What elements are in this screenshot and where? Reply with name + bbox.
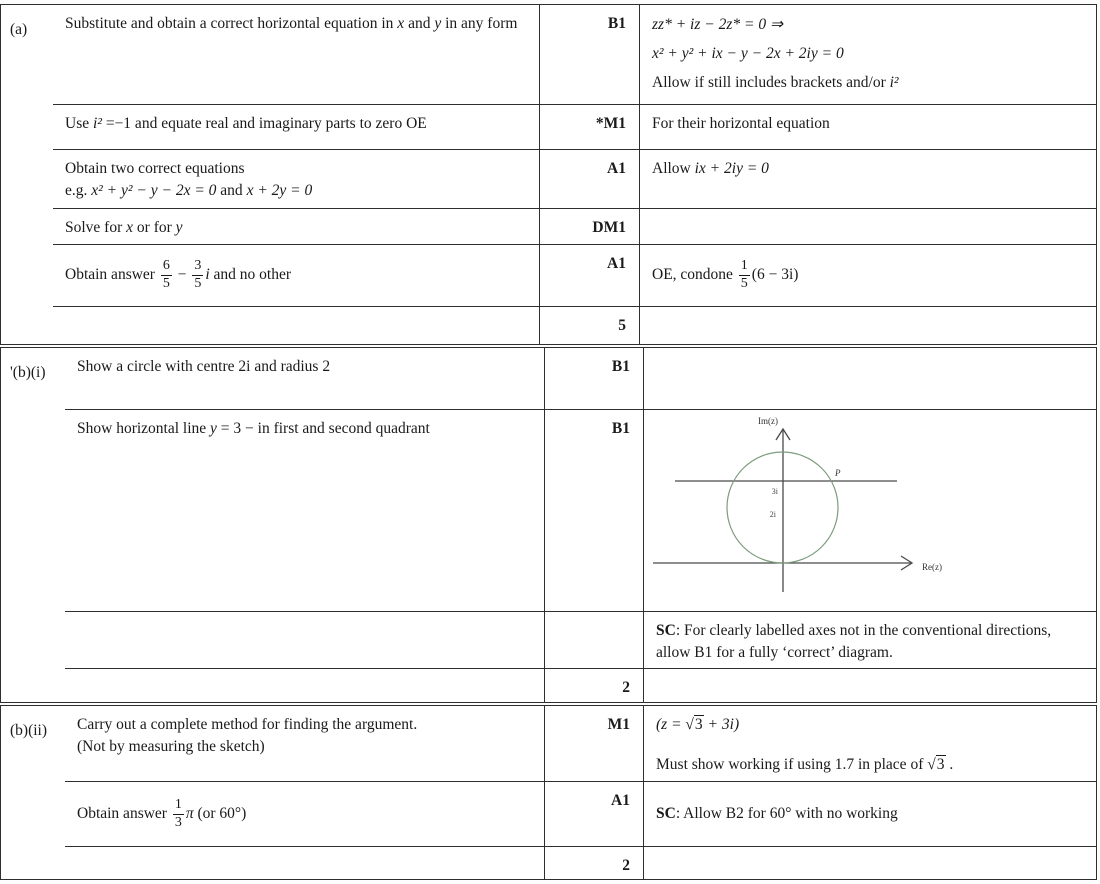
math-text: y — [175, 219, 183, 236]
mark-scheme-section — [0, 705, 1097, 880]
math-text: (z = — [656, 716, 686, 733]
cell-text: Allow ix + 2iy = 0 — [652, 160, 769, 177]
comment-cell — [643, 611, 1096, 668]
description-cell — [65, 668, 544, 702]
fraction-numerator: 3 — [192, 259, 203, 276]
cell-text: Carry out a complete method for finding the argument. (Not by measuring the sketch) — [77, 716, 418, 756]
fraction-denominator: 5 — [162, 276, 170, 291]
mark-cell — [544, 611, 643, 668]
comment-cell — [639, 306, 1096, 344]
mark-cell: A1 — [539, 149, 639, 208]
radicand: 3 — [936, 756, 945, 774]
line-gap — [656, 736, 1086, 754]
math-text: x — [397, 15, 405, 32]
fraction — [161, 259, 172, 291]
radical-sign: √ — [927, 756, 936, 774]
cell-text: Obtain answer $\frac{1}{3}$ π (or 60°) — [77, 796, 247, 830]
mark-cell: 5 — [539, 306, 639, 344]
description-cell — [53, 306, 539, 344]
math-text: y — [210, 420, 217, 437]
radical-sign: √ — [685, 716, 694, 733]
comment-cell — [643, 781, 1096, 846]
cell-text: OE, condone $\frac{1}{5}$ (6 − 3i) — [652, 258, 799, 291]
math-text: i — [205, 266, 210, 284]
description-cell — [65, 409, 544, 611]
comment-cell — [643, 706, 1096, 781]
sqrt-expression — [927, 755, 945, 773]
circle-centre-label: 2i — [769, 510, 776, 519]
math-text: zz* + iz − 2z* = 0 ⇒ — [652, 16, 783, 33]
description-cell — [65, 348, 544, 409]
mark-cell: M1 — [544, 706, 643, 781]
mark-cell: *M1 — [539, 104, 639, 149]
math-text: + 3i) — [703, 716, 740, 733]
description-cell — [53, 104, 539, 149]
bold-text: SC — [656, 804, 676, 822]
math-text: x² + y² − y − 2x = 0 — [91, 182, 217, 200]
fraction-numerator: 6 — [161, 259, 172, 276]
mark-cell: A1 — [539, 244, 639, 306]
math-text: x + 2y = 0 — [246, 182, 313, 200]
math-text: x — [126, 219, 134, 236]
description-cell — [53, 244, 539, 306]
cell-text: Use i² =−1 and equate real and imaginary parts to zero OE — [65, 115, 427, 132]
cell-text: Substitute and obtain a correct horizontal equation in x and y in any form — [65, 15, 518, 32]
math-text: x² + y² + ix − y − 2x + 2iy = 0 — [652, 45, 844, 62]
mark-cell: A1 — [544, 781, 643, 846]
comment-cell — [639, 5, 1096, 104]
description-cell — [65, 706, 544, 781]
im-axis-label: Im(z) — [758, 416, 778, 426]
cell-text: Solve for x or for y — [65, 219, 183, 236]
fraction — [739, 259, 750, 291]
description-cell — [53, 208, 539, 244]
mark-cell: B1 — [539, 5, 639, 104]
cell-text: SC: Allow B2 for 60° with no working — [656, 804, 898, 822]
part-label: '(b)(i) — [10, 364, 46, 381]
description-cell — [53, 149, 539, 208]
cell-text: zz* + iz − 2z* = 0 ⇒ x² + y² + ix − y − 2x + 2iy = 0 Allow if still includes brackets and/or i² — [652, 16, 899, 91]
mark-cell: 2 — [544, 846, 643, 879]
description-cell — [53, 5, 539, 104]
fraction-denominator: 5 — [740, 276, 748, 291]
sqrt-expression — [685, 715, 703, 733]
math-text: i² — [92, 115, 102, 132]
fraction — [192, 259, 203, 291]
argand-diagram — [645, 410, 1095, 608]
cell-text: Obtain answer $\frac{6}{5}$ − $\frac{3}{5}$ i and no other — [65, 258, 292, 291]
comment-cell — [643, 348, 1096, 409]
line-intercept-label: 3i — [771, 487, 778, 496]
description-cell — [65, 781, 544, 846]
description-cell — [65, 846, 544, 879]
point-p-label: P — [835, 468, 841, 478]
comment-cell — [643, 846, 1096, 879]
comment-cell — [639, 208, 1096, 244]
cell-text: SC: For clearly labelled axes not in the conventional directions, allow B1 for a fully ‘correct’ diagram. — [656, 622, 1052, 662]
fraction-denominator: 3 — [174, 814, 182, 830]
comment-cell — [639, 149, 1096, 208]
fraction — [173, 798, 184, 830]
comment-cell — [639, 244, 1096, 306]
math-text: ix + 2iy = 0 — [694, 160, 769, 177]
part-label: (b)(ii) — [10, 722, 48, 739]
comment-cell — [639, 104, 1096, 149]
mark-cell: DM1 — [539, 208, 639, 244]
part-label: (a) — [10, 21, 28, 38]
mark-scheme-section — [0, 4, 1097, 345]
comment-cell — [643, 668, 1096, 702]
cell-text: For their horizontal equation — [652, 115, 830, 132]
bold-text: SC — [656, 622, 676, 639]
description-cell — [65, 611, 544, 668]
re-axis-label: Re(z) — [922, 562, 942, 572]
mark-cell: B1 — [544, 409, 643, 611]
cell-text: (z = √3 + 3i) Must show working if using 1.7 in place of √3 . — [656, 714, 1086, 777]
cell-text: Obtain two correct equations e.g. x² + y² − y − 2x = 0 and x + 2y = 0 — [65, 160, 313, 200]
math-text: π — [185, 804, 194, 822]
radicand: 3 — [694, 716, 703, 733]
cell-text: Show horizontal line y = 3 − in first and second quadrant — [77, 420, 430, 437]
cell-text: Show a circle with centre 2i and radius 2 — [77, 358, 331, 375]
mark-cell: 2 — [544, 668, 643, 702]
fraction-numerator: 1 — [739, 259, 750, 276]
fraction-numerator: 1 — [173, 798, 184, 815]
mark-cell: B1 — [544, 348, 643, 409]
math-text: y — [434, 15, 442, 32]
fraction-denominator: 5 — [194, 276, 202, 291]
math-text: i² — [889, 74, 899, 91]
